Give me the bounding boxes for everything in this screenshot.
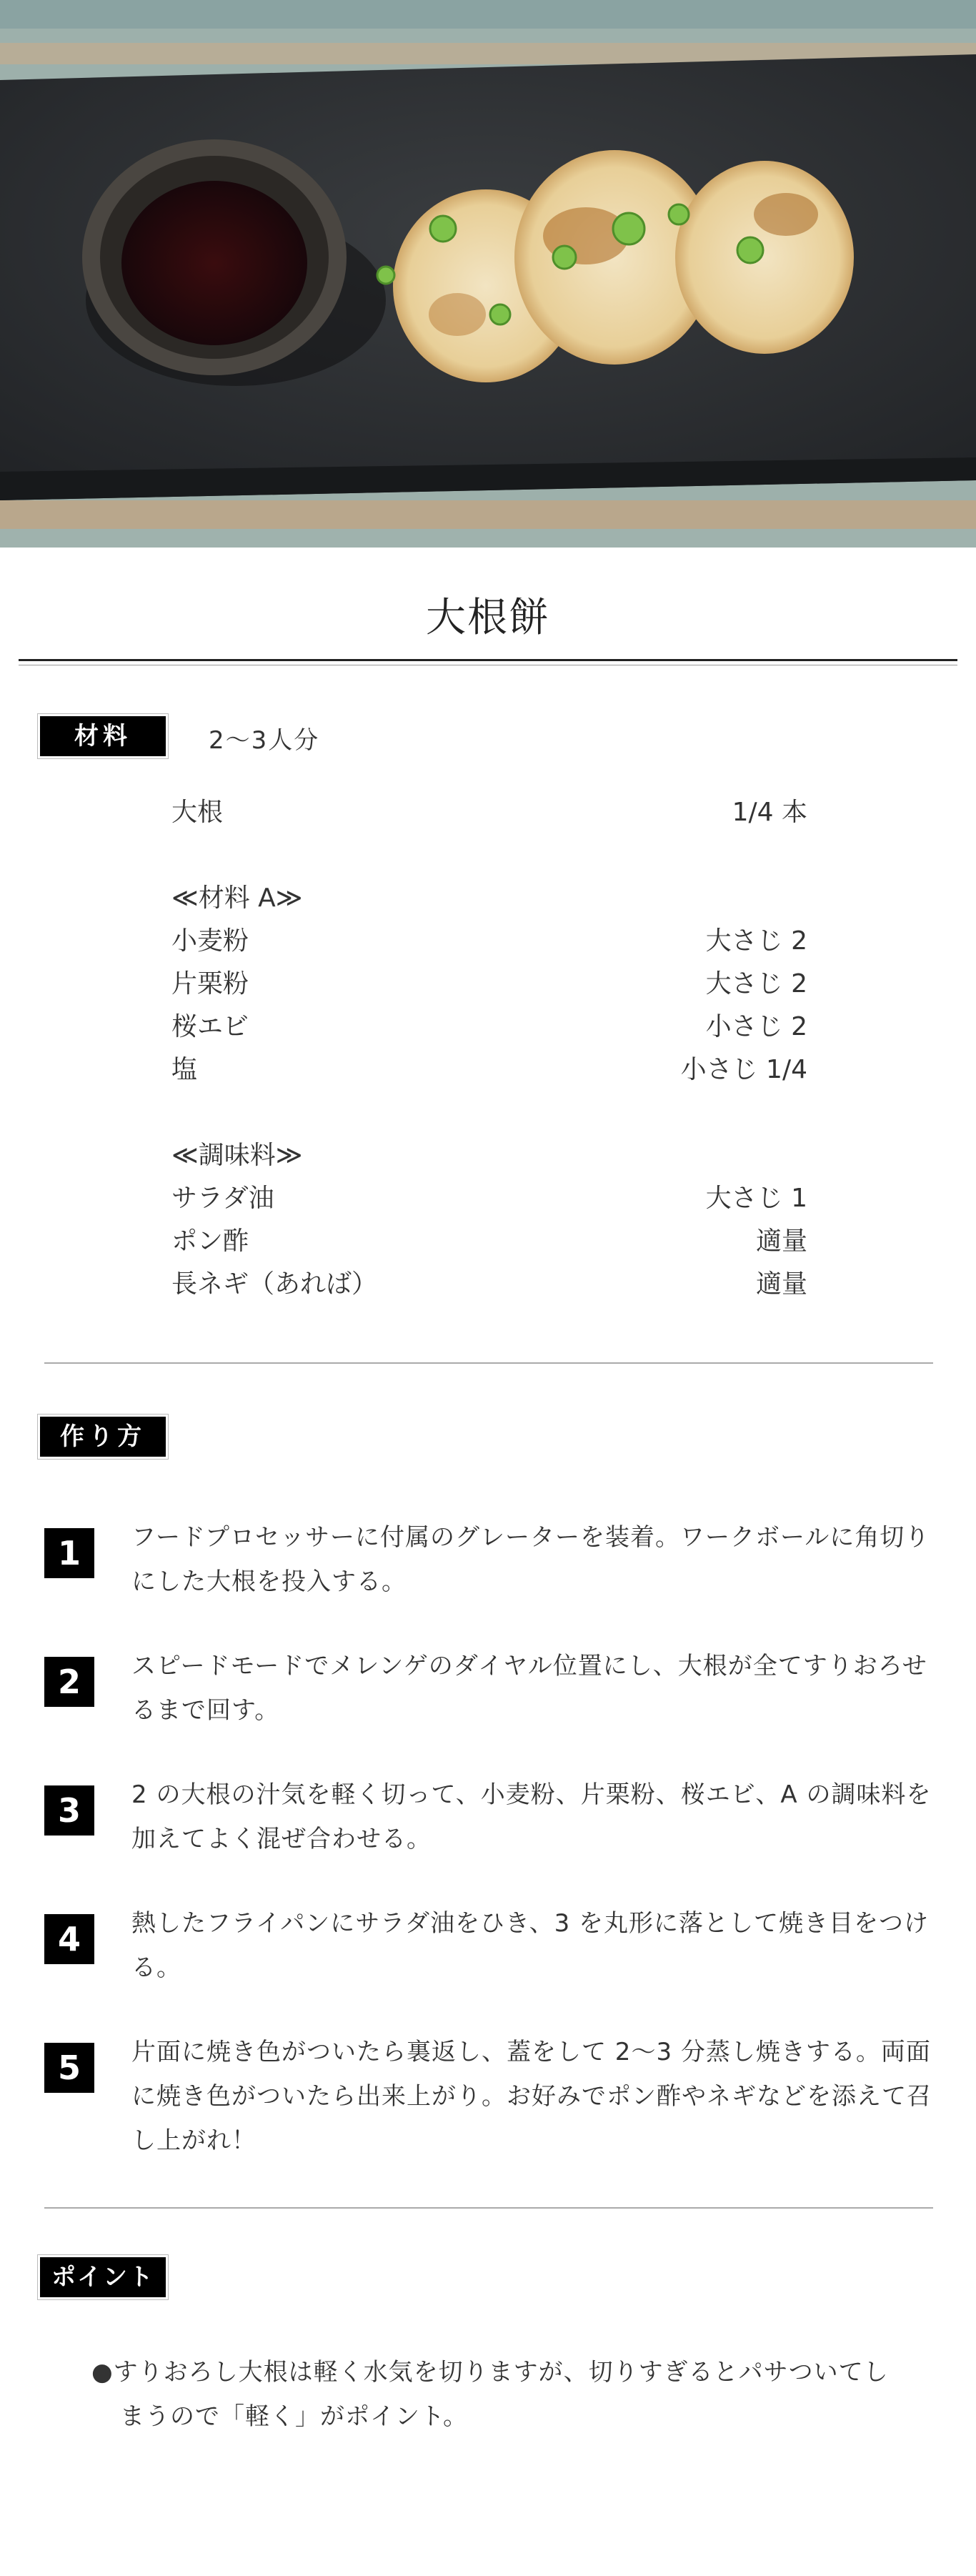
ingredient-name: 小麦粉	[171, 926, 249, 956]
ingredient-qty: 大さじ 2	[705, 926, 807, 956]
ingredient-row	[171, 1221, 807, 1254]
step-number: 4	[44, 1914, 94, 1964]
ingredient-name: ポン酢	[171, 1227, 249, 1256]
ingredient-name: 大根	[171, 798, 224, 827]
group-a-title: ≪材料 A≫	[171, 883, 303, 913]
servings: 2～3人分	[209, 726, 320, 755]
section-divider	[44, 1362, 933, 1364]
seasoning-title: ≪調味料≫	[171, 1141, 303, 1170]
step-text: フードプロセッサーに付属のグレーターを装着。ワークボールに角切りにした大根を投入する。	[131, 1523, 930, 1596]
step-text: 片面に焼き色がついたら裏返し、蓋をして 2～3 分蒸し焼きする。両面に焼き色がついたら出来上がり。お好みでポン酢やネギなどを添えて召し上がれ！	[131, 2038, 932, 2155]
ingredient-name: サラダ油	[171, 1184, 274, 1213]
step-text: 2 の大根の汁気を軽く切って、小麦粉、片栗粉、桜エビ、A の調味料を加えてよく混ぜ合わせる。	[131, 1780, 932, 1853]
point-label-box	[37, 2254, 169, 2300]
ingredient-qty: 1/4 本	[732, 798, 807, 827]
point-text: ●すりおろし大根は軽く水気を切りますが、切りすぎるとパサついてしまうので「軽く」がポイント。	[91, 2358, 889, 2431]
point-label: ポイント	[40, 2257, 166, 2297]
page-title: 大根餅	[426, 595, 550, 641]
ingredient-name: 桜エビ	[171, 1012, 249, 1041]
ingredient-row	[171, 1006, 807, 1039]
ingredient-qty: 小さじ 1/4	[680, 1055, 807, 1084]
step-number: 1	[44, 1528, 94, 1578]
ingredient-row	[171, 921, 807, 956]
ingredient-qty: 大さじ 2	[705, 969, 807, 999]
hero-photo	[0, 0, 976, 548]
ingredient-row	[171, 963, 807, 999]
step-text: スピードモードでメレンゲのダイヤル位置にし、大根が全てすりおろせるまで回す。	[131, 1652, 927, 1725]
method-label-box	[37, 1414, 169, 1460]
step-number: 2	[44, 1657, 94, 1707]
hero-illustration	[0, 0, 976, 548]
ingredient-qty: 適量	[755, 1269, 807, 1299]
title-divider	[19, 659, 957, 661]
step-text: 熱したフライパンにサラダ油をひき、3 を丸形に落として焼き目をつける。	[131, 1909, 930, 1982]
ingredient-row	[171, 1178, 807, 1211]
section-divider	[44, 2207, 933, 2209]
ingredient-row	[171, 1264, 807, 1297]
ingredient-qty: 適量	[755, 1227, 807, 1256]
ingredients-label: 材料	[40, 716, 166, 756]
step-number: 5	[44, 2043, 94, 2093]
ingredient-row	[171, 1049, 807, 1082]
ingredient-qty: 大さじ 1	[705, 1184, 807, 1213]
ingredient-name: 片栗粉	[171, 969, 249, 999]
ingredient-name: 長ネギ（あれば）	[171, 1269, 378, 1299]
ingredient-name: 塩	[171, 1055, 198, 1084]
step-number: 3	[44, 1785, 94, 1836]
ingredient-row	[171, 792, 807, 825]
method-label: 作り方	[40, 1417, 166, 1457]
ingredient-qty: 小さじ 2	[705, 1012, 807, 1041]
ingredients-label-box	[37, 713, 169, 759]
